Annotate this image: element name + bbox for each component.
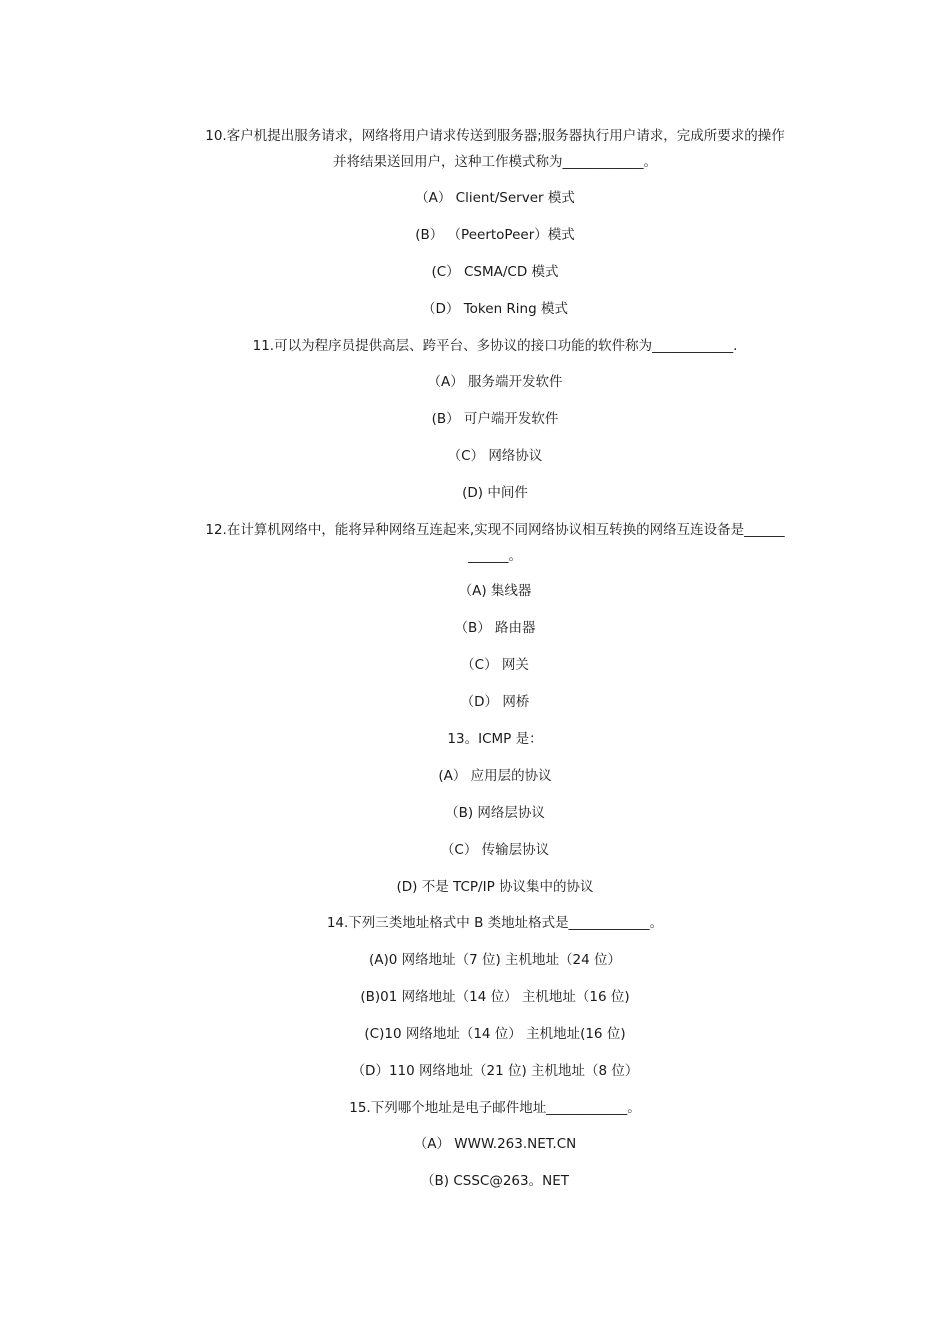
question-10-option-a: （A） Client/Server 模式 <box>415 190 575 206</box>
question-13-option-c: （C） 传输层协议 <box>440 842 550 858</box>
question-12-option-c: （C） 网关 <box>461 657 529 673</box>
question-12-option-a: （A) 集线器 <box>458 583 532 599</box>
question-10-stem-line-1: 10.客户机提出服务请求，网络将用户请求传送到服务器;服务器执行用户请求，完成所要求的操作 <box>205 128 785 144</box>
question-11-stem: 11.可以为程序员提供高层、跨平台、多协议的接口功能的软件称为____________. <box>252 338 738 354</box>
question-13-option-b: （B) 网络层协议 <box>445 805 545 821</box>
question-10-option-b: (B） （PeertoPeer）模式 <box>415 227 575 243</box>
question-12-stem-line-1: 12.在计算机网络中，能将异种网络互连起来,实现不同网络协议相互转换的网络互连设备是______ <box>205 522 785 538</box>
question-12-option-d: （D） 网桥 <box>460 694 530 710</box>
question-11-option-c: （C） 网络协议 <box>447 448 543 464</box>
question-11-option-b: (B） 可户端开发软件 <box>431 411 559 427</box>
question-10-option-c: (C） CSMA/CD 模式 <box>431 264 559 280</box>
question-14-stem: 14.下列三类地址格式中 B 类地址格式是____________。 <box>326 915 664 931</box>
question-10-option-d: （D） Token Ring 模式 <box>422 301 568 317</box>
question-13-option-d: (D) 不是 TCP/IP 协议集中的协议 <box>396 879 594 895</box>
question-14-option-d: （D）110 网络地址（21 位) 主机地址（8 位） <box>351 1063 639 1079</box>
question-14-option-b: (B)01 网络地址（14 位） 主机地址（16 位) <box>360 989 630 1005</box>
question-14-option-c: (C)10 网络地址（14 位） 主机地址(16 位) <box>364 1026 626 1042</box>
question-13-stem: 13。ICMP 是： <box>447 731 543 747</box>
question-15-option-a: （A） WWW.263.NET.CN <box>413 1136 577 1152</box>
question-13-option-a: (A） 应用层的协议 <box>438 768 552 784</box>
question-12-option-b: （B） 路由器 <box>454 620 536 636</box>
question-15-stem: 15.下列哪个地址是电子邮件地址____________。 <box>349 1100 641 1116</box>
question-11-option-d: (D) 中间件 <box>462 485 528 501</box>
question-12-stem-line-2: ______。 <box>468 548 522 564</box>
question-11-option-a: （A） 服务端开发软件 <box>427 374 563 390</box>
question-14-option-a: (A)0 网络地址（7 位) 主机地址（24 位） <box>368 952 622 968</box>
question-10-stem-line-2: 并将结果送回用户，这种工作模式称为____________。 <box>333 154 657 170</box>
question-15-option-b: （B) CSSC@263。NET <box>421 1173 569 1189</box>
